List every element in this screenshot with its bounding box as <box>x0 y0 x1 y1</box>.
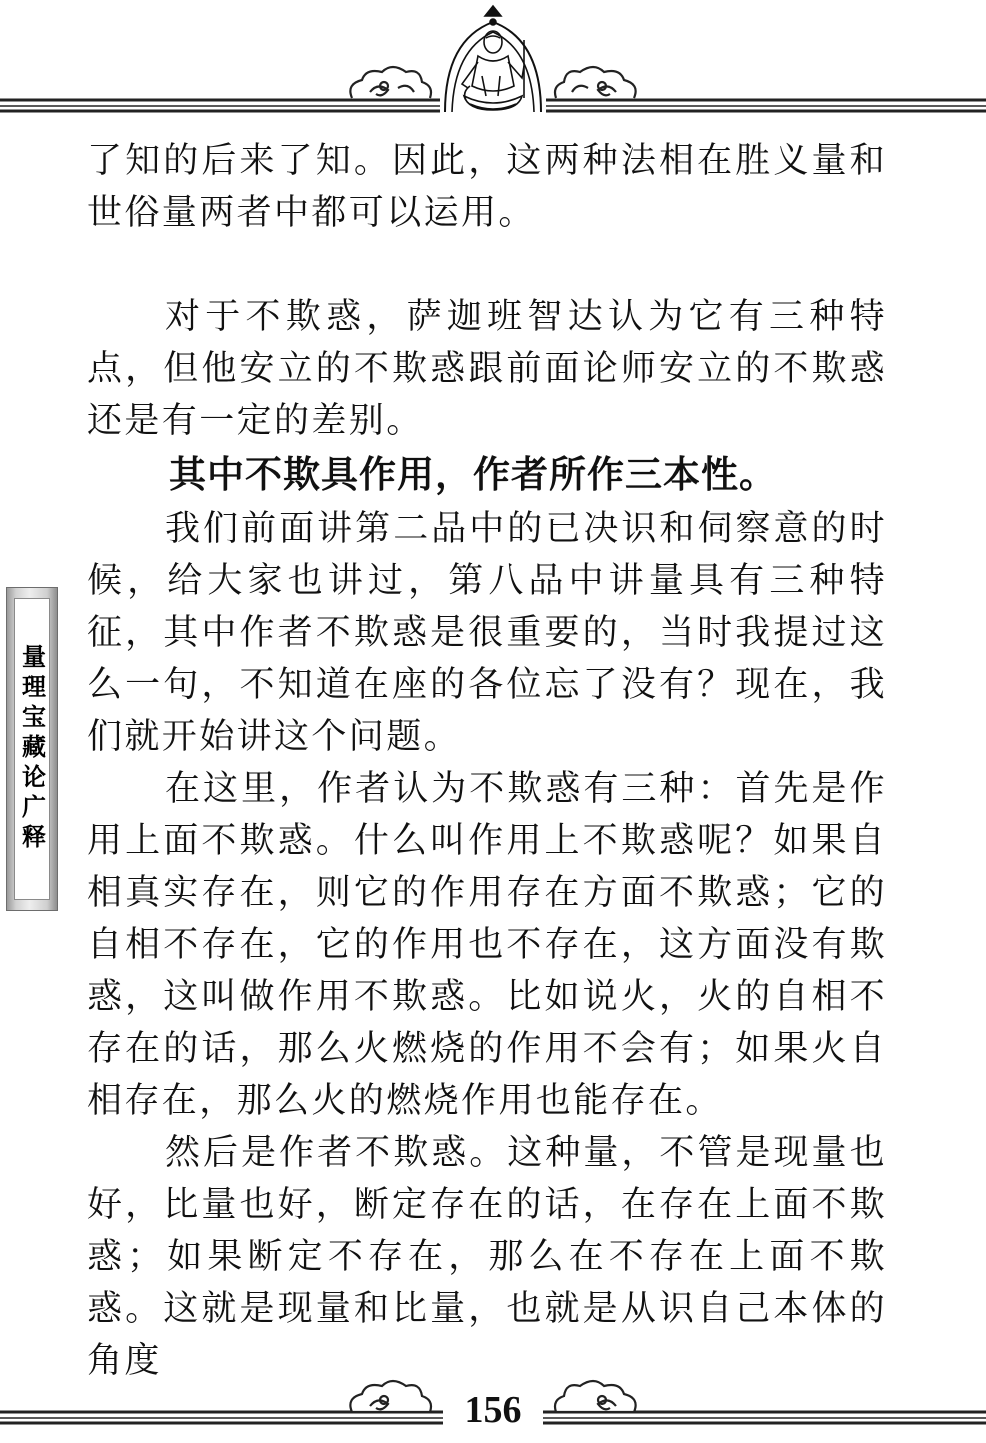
page-number: 156 <box>443 1390 543 1430</box>
header-ornament <box>0 0 986 125</box>
cloud-right-icon <box>555 67 636 98</box>
side-tab <box>6 587 58 911</box>
cloud-left-icon <box>350 67 431 98</box>
paragraph-5: 然后是作者不欺惑。这种量，不管是现量也好，比量也好，断定存在的话，在存在上面不欺惑；如果断定不存在，那么在不存在上面不欺惑。这就是现量和比量，也就是从识自己本体的角度 <box>87 1133 887 1381</box>
footer-cloud-left-icon <box>350 1381 431 1412</box>
footer-cloud-right-icon <box>555 1381 636 1412</box>
root-verse: 其中不欺具作用，作者所作三本性。 <box>169 453 777 496</box>
paragraph-gap <box>87 239 887 291</box>
deity-illustration-icon <box>445 6 541 112</box>
page-body <box>87 135 887 1387</box>
book-title: 量理宝藏论广释 <box>17 644 47 854</box>
paragraph-4: 在这里，作者认为不欺惑有三种：首先是作用上面不欺惑。什么叫作用上不欺惑呢？如果自相真实存在，则它的作用存在方面不欺惑；它的自相不存在，它的作用也不存在，这方面没有欺惑，这叫做作用不欺惑。比如说火，火的自相不存在的话，那么火燃烧的作用不会有；如果火自相存在，那么火的燃烧作用也能存在。 <box>87 769 887 1121</box>
side-tab-inner <box>14 598 50 900</box>
paragraph-2: 对于不欺惑，萨迦班智达认为它有三种特点，但他安立的不欺惑跟前面论师安立的不欺惑还是有一定的差别。 <box>87 297 887 441</box>
paragraph-3: 我们前面讲第二品中的已决识和伺察意的时候，给大家也讲过，第八品中讲量具有三种特征，其中作者不欺惑是很重要的，当时我提过这么一句，不知道在座的各位忘了没有？现在，我们就开始讲这个问题。 <box>87 509 887 757</box>
paragraph-1: 了知的后来了知。因此，这两种法相在胜义量和世俗量两者中都可以运用。 <box>87 141 887 233</box>
